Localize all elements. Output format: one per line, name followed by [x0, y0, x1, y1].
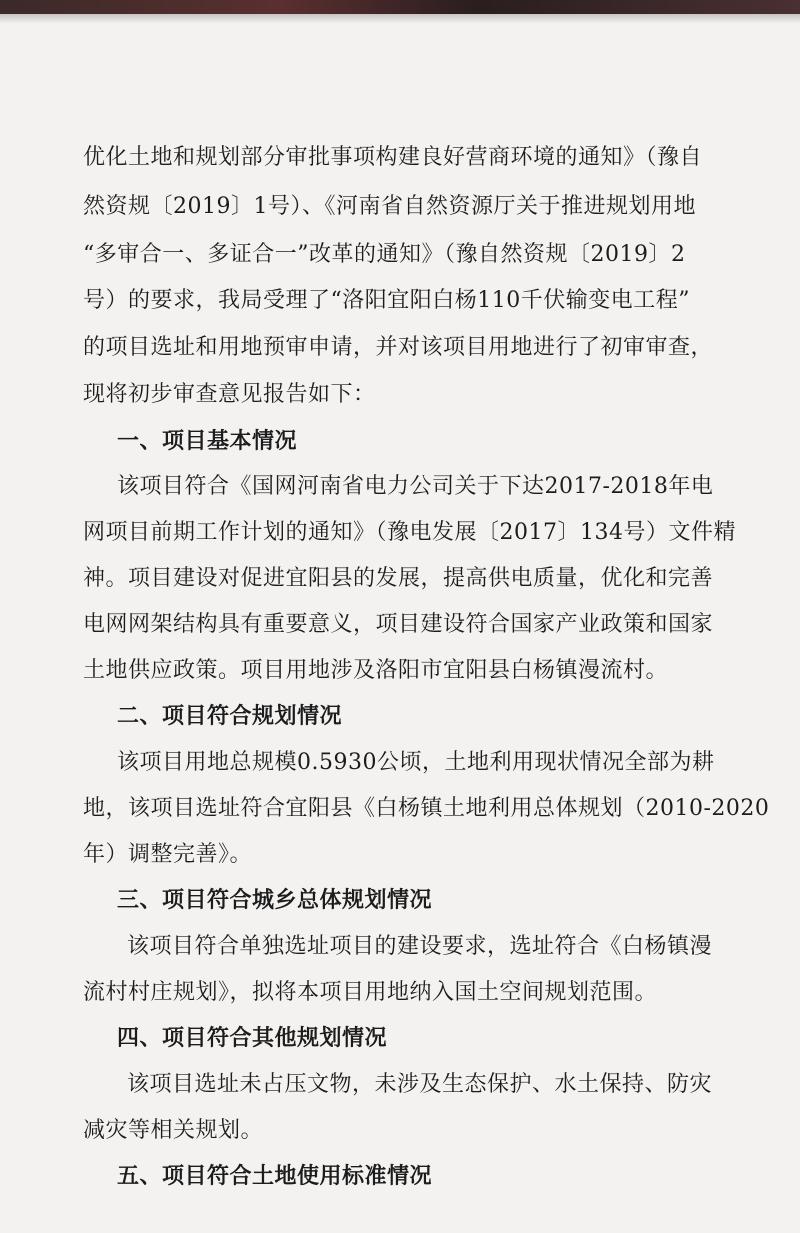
body-line: 号）的要求，我局受理了“洛阳宜阳白杨110千伏输变电工程”	[83, 288, 690, 313]
section-heading-3: 三、项目符合城乡总体规划情况	[117, 888, 433, 913]
body-line: 减灾等相关规划。	[83, 1118, 264, 1143]
section-heading-1: 一、项目基本情况	[117, 429, 298, 454]
body-line: 年）调整完善》。	[83, 842, 253, 867]
body-line: 该项目选址未占压文物，未涉及生态保护、水土保持、防灾	[127, 1072, 713, 1097]
body-line: 然资规〔2019〕1号）、《河南省自然资源厅关于推进规划用地	[83, 194, 696, 219]
body-line: 的项目选址和用地预审申请，并对该项目用地进行了初审审查，	[83, 335, 714, 360]
body-line: “多审合一、多证合一”改革的通知》（豫自然资规〔2019〕2	[83, 242, 686, 267]
body-line: 神。项目建设对促进宜阳县的发展，提高供电质量，优化和完善	[83, 566, 714, 591]
body-line: 该项目符合《国网河南省电力公司关于下达2017-2018年电	[117, 474, 714, 499]
section-heading-4: 四、项目符合其他规划情况	[117, 1026, 388, 1051]
section-heading-5: 五、项目符合土地使用标准情况	[117, 1164, 433, 1189]
body-line: 该项目用地总规模0.5930公顷，土地利用现状情况全部为耕	[117, 750, 715, 775]
body-line: 优化土地和规划部分审批事项构建良好营商环境的通知》（豫自	[83, 145, 703, 170]
section-heading-2: 二、项目符合规划情况	[117, 704, 343, 729]
body-line: 流村村庄规划》，拟将本项目用地纳入国土空间规划范围。	[83, 980, 658, 1005]
body-line: 地，该项目选址符合宜阳县《白杨镇土地利用总体规划（2010-2020	[83, 796, 770, 821]
body-line: 土地供应政策。项目用地涉及洛阳市宜阳县白杨镇漫流村。	[83, 658, 669, 683]
body-line: 现将初步审查意见报告如下：	[83, 382, 376, 407]
body-line: 网项目前期工作计划的通知》（豫电发展〔2017〕134号）文件精	[83, 520, 736, 545]
body-line: 该项目符合单独选址项目的建设要求，选址符合《白杨镇漫	[127, 934, 713, 959]
body-line: 电网网架结构具有重要意义，项目建设符合国家产业政策和国家	[83, 612, 714, 637]
